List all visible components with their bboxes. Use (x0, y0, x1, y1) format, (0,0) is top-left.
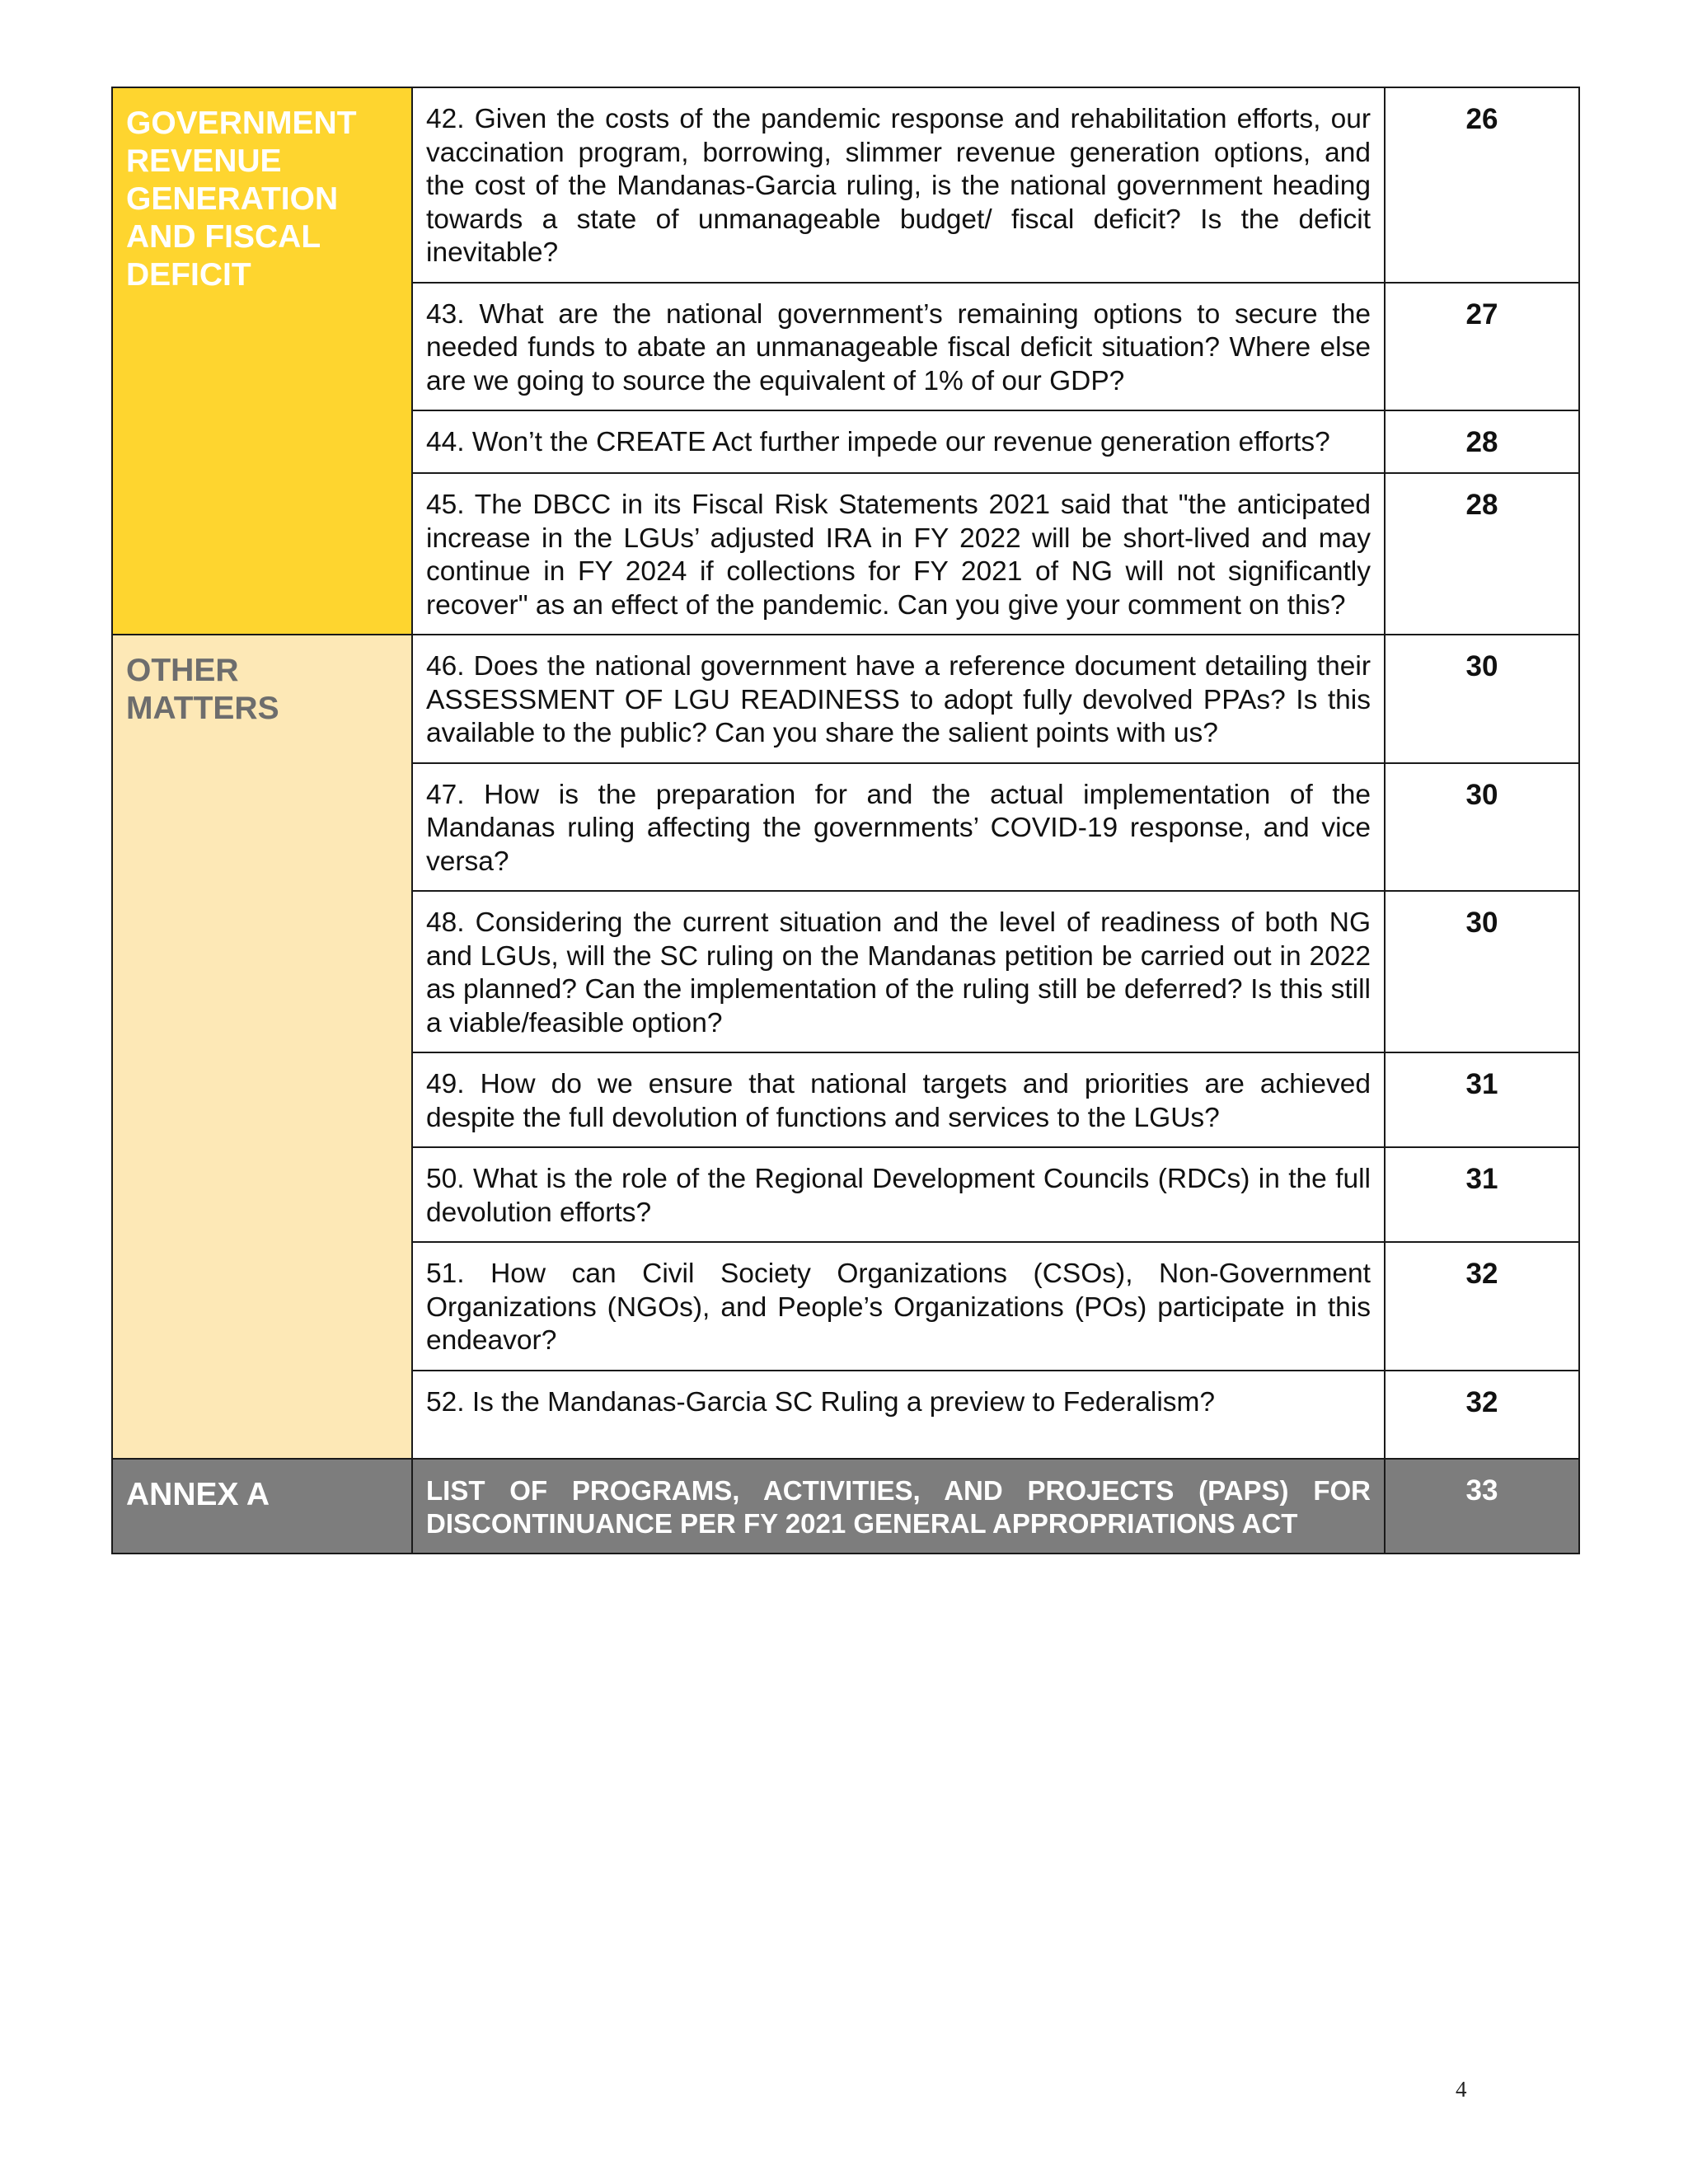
page-reference: 27 (1385, 283, 1579, 411)
section-title-government-revenue: GOVERNMENT REVENUE GENERATION AND FISCAL DEFICIT (112, 87, 412, 635)
question-text: 44. Won’t the CREATE Act further impede our revenue generation efforts? (412, 410, 1385, 473)
annex-description: LIST OF PROGRAMS, ACTIVITIES, AND PROJECTS (PAPS) FOR DISCONTINUANCE PER FY 2021 GENERAL APPROPRIATIONS ACT (412, 1459, 1385, 1554)
question-text: 45. The DBCC in its Fiscal Risk Statements 2021 said that "the anticipated increase in the LGUs’ adjusted IRA in FY 2022 will be short-lived and may continue in FY 2024 if collections for FY 2021 of NG will not significantly recover" as an effect of the pandemic. Can you give your comment on this? (412, 473, 1385, 635)
question-text: 47. How is the preparation for and the actual implementation of the Mandanas ruling affecting the governments’ COVID-19 response, and vice versa? (412, 763, 1385, 892)
page-reference: 32 (1385, 1371, 1579, 1459)
question-text: 43. What are the national government’s remaining options to secure the needed funds to abate an unmanageable fiscal deficit situation? Where else are we going to source the equivalent of 1% of our GDP? (412, 283, 1385, 411)
table-of-contents (111, 87, 1580, 1554)
page-reference: 26 (1385, 87, 1579, 283)
question-text: 52. Is the Mandanas-Garcia SC Ruling a preview to Federalism? (412, 1371, 1385, 1459)
page-number: 4 (1456, 2077, 1467, 2102)
page-reference: 31 (1385, 1052, 1579, 1147)
table-row (112, 1459, 1579, 1554)
table-row (112, 635, 1579, 763)
section-title-other-matters: OTHER MATTERS (112, 635, 412, 1459)
question-text: 51. How can Civil Society Organizations (CSOs), Non-Government Organizations (NGOs), and People’s Organizations (POs) participate in this endeavor? (412, 1242, 1385, 1371)
page-reference: 28 (1385, 410, 1579, 473)
page-reference: 32 (1385, 1242, 1579, 1371)
section-title-annex-a: ANNEX A (112, 1459, 412, 1554)
question-text: 50. What is the role of the Regional Development Councils (RDCs) in the full devolution efforts? (412, 1147, 1385, 1242)
page-reference: 30 (1385, 635, 1579, 763)
page-reference: 33 (1385, 1459, 1579, 1554)
question-text: 49. How do we ensure that national targets and priorities are achieved despite the full devolution of functions and services to the LGUs? (412, 1052, 1385, 1147)
page-reference: 30 (1385, 891, 1579, 1052)
question-text: 48. Considering the current situation and the level of readiness of both NG and LGUs, will the SC ruling on the Mandanas petition be carried out in 2022 as planned? Can the implementation of the ruling still be deferred? Is this still a viable/feasible option? (412, 891, 1385, 1052)
question-text: 42. Given the costs of the pandemic response and rehabilitation efforts, our vaccination program, borrowing, slimmer revenue generation options, and the cost of the Mandanas-Garcia ruling, is the national government heading towards a state of unmanageable budget/ fiscal deficit? Is the deficit inevitable? (412, 87, 1385, 283)
question-text: 46. Does the national government have a reference document detailing their ASSESSMENT OF LGU READINESS to adopt fully devolved PPAs? Is this available to the public? Can you share the salient points with us? (412, 635, 1385, 763)
table-row (112, 87, 1579, 283)
page-reference: 28 (1385, 473, 1579, 635)
page-reference: 31 (1385, 1147, 1579, 1242)
page-reference: 30 (1385, 763, 1579, 892)
